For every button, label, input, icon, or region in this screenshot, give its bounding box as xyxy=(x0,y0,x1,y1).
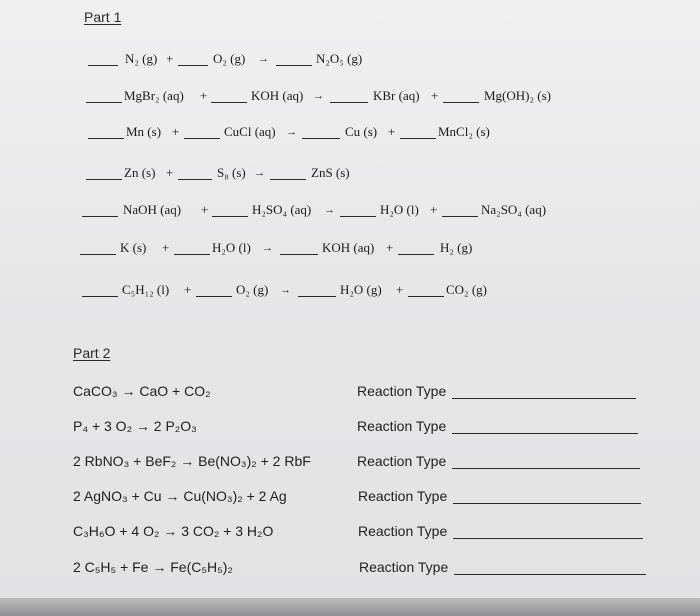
reaction-type-label: Reaction Type xyxy=(358,523,448,539)
reaction-arrow: → xyxy=(258,53,269,65)
product: MnCl₂ (s) xyxy=(438,124,490,139)
plus-sign: + xyxy=(386,240,394,255)
coefficient-blank[interactable] xyxy=(408,296,444,297)
reactant: MgBr₂ (aq) xyxy=(124,88,184,103)
product: N₂O₅ (g) xyxy=(316,51,363,66)
reaction-type-blank[interactable] xyxy=(453,503,641,504)
coefficient-blank[interactable] xyxy=(80,254,116,255)
reactant: NaOH (aq) xyxy=(123,202,182,217)
part1-equation-3 xyxy=(0,124,700,144)
part1-equation-2 xyxy=(0,88,700,108)
reactant: Mn (s) xyxy=(126,124,162,139)
plus-sign: + xyxy=(166,51,174,66)
reaction-type-label: Reaction Type xyxy=(357,453,447,469)
coefficient-blank[interactable] xyxy=(86,179,122,180)
part1-equation-6 xyxy=(0,240,700,260)
part1-equation-7 xyxy=(0,282,700,302)
part2-question-3 xyxy=(0,453,700,475)
product: Mg(OH)₂ (s) xyxy=(484,88,551,103)
reaction-type-label: Reaction Type xyxy=(359,559,449,575)
reactant: K (s) xyxy=(120,240,147,255)
coefficient-blank[interactable] xyxy=(174,254,210,255)
coefficient-blank[interactable] xyxy=(212,216,248,217)
coefficient-blank[interactable] xyxy=(302,138,340,139)
coefficient-blank[interactable] xyxy=(298,296,336,297)
coefficient-blank[interactable] xyxy=(443,102,479,103)
page-bottom-edge xyxy=(0,598,700,616)
plus-sign: + xyxy=(431,88,439,103)
plus-sign: + xyxy=(162,240,170,255)
coefficient-blank[interactable] xyxy=(82,216,118,217)
coefficient-blank[interactable] xyxy=(88,65,118,66)
coefficient-blank[interactable] xyxy=(178,179,212,180)
coefficient-blank[interactable] xyxy=(196,296,232,297)
part1-heading: Part 1 xyxy=(84,9,122,25)
reactant: S₈ (s) xyxy=(217,165,246,180)
part1-equation-1 xyxy=(0,51,700,71)
plus-sign: + xyxy=(172,124,180,139)
reaction-type-blank[interactable] xyxy=(452,433,638,434)
coefficient-blank[interactable] xyxy=(184,138,220,139)
coefficient-blank[interactable] xyxy=(276,65,312,66)
reaction-type-label: Reaction Type xyxy=(358,488,448,504)
reactant: Zn (s) xyxy=(124,165,156,180)
plus-sign: + xyxy=(184,282,192,297)
coefficient-blank[interactable] xyxy=(178,65,208,66)
coefficient-blank[interactable] xyxy=(270,179,306,180)
chemical-equation: CaCO₃ → CaO + CO₂ xyxy=(73,383,211,399)
product: ZnS (s) xyxy=(311,165,350,180)
reactant: O₂ (g) xyxy=(213,51,246,66)
plus-sign: + xyxy=(166,165,174,180)
plus-sign: + xyxy=(201,202,209,217)
part1-equation-5 xyxy=(0,202,700,222)
part2-heading: Part 2 xyxy=(73,345,111,361)
plus-sign: + xyxy=(388,124,396,139)
coefficient-blank[interactable] xyxy=(82,296,118,297)
part2-question-5 xyxy=(0,523,700,545)
chemical-equation: P₄ + 3 O₂ → 2 P₂O₃ xyxy=(73,418,197,434)
chemical-equation: 2 AgNO₃ + Cu → Cu(NO₃)₂ + 2 Ag xyxy=(73,488,287,504)
coefficient-blank[interactable] xyxy=(442,216,478,217)
chemical-equation: 2 RbNO₃ + BeF₂ → Be(NO₃)₂ + 2 RbF xyxy=(73,453,311,469)
reactant: N₂ (g) xyxy=(125,51,158,66)
product: KOH (aq) xyxy=(322,240,375,255)
reactant: CuCl (aq) xyxy=(224,124,276,139)
chemical-equation: 2 C₅H₅ + Fe → Fe(C₅H₅)₂ xyxy=(73,559,233,575)
reaction-type-blank[interactable] xyxy=(453,538,643,539)
reactant: H₂O (l) xyxy=(212,240,251,255)
reactant: KOH (aq) xyxy=(251,88,304,103)
reactant: O₂ (g) xyxy=(236,282,269,297)
part2-question-6 xyxy=(0,559,700,581)
product: H₂O (l) xyxy=(380,202,419,217)
reaction-type-label: Reaction Type xyxy=(357,418,447,434)
reaction-arrow: → xyxy=(254,167,265,179)
reaction-type-blank[interactable] xyxy=(454,574,646,575)
part2-question-1 xyxy=(0,383,700,405)
reactant: H₂SO₄ (aq) xyxy=(252,202,312,217)
coefficient-blank[interactable] xyxy=(398,254,434,255)
plus-sign: + xyxy=(430,202,438,217)
coefficient-blank[interactable] xyxy=(400,138,436,139)
coefficient-blank[interactable] xyxy=(330,102,368,103)
product: H₂O (g) xyxy=(340,282,382,297)
reaction-arrow: → xyxy=(324,204,335,216)
coefficient-blank[interactable] xyxy=(340,216,376,217)
part2-question-2 xyxy=(0,418,700,440)
plus-sign: + xyxy=(200,88,208,103)
coefficient-blank[interactable] xyxy=(86,102,122,103)
reaction-type-blank[interactable] xyxy=(452,468,640,469)
chemical-equation: C₃H₆O + 4 O₂ → 3 CO₂ + 3 H₂O xyxy=(73,523,274,539)
product: KBr (aq) xyxy=(373,88,420,103)
product: CO₂ (g) xyxy=(446,282,487,297)
product: Na₂SO₄ (aq) xyxy=(481,202,547,217)
reaction-arrow: → xyxy=(313,90,324,102)
product: H₂ (g) xyxy=(440,240,473,255)
reaction-type-blank[interactable] xyxy=(452,398,636,399)
coefficient-blank[interactable] xyxy=(88,138,124,139)
reaction-arrow: → xyxy=(286,126,297,138)
reactant: C₅H₁₂ (l) xyxy=(122,282,170,297)
coefficient-blank[interactable] xyxy=(211,102,247,103)
reaction-arrow: → xyxy=(280,284,291,296)
part2-question-4 xyxy=(0,488,700,510)
plus-sign: + xyxy=(396,282,404,297)
product: Cu (s) xyxy=(345,124,378,139)
part1-equation-4 xyxy=(0,165,700,185)
coefficient-blank[interactable] xyxy=(280,254,318,255)
reaction-type-label: Reaction Type xyxy=(357,383,447,399)
reaction-arrow: → xyxy=(262,242,273,254)
